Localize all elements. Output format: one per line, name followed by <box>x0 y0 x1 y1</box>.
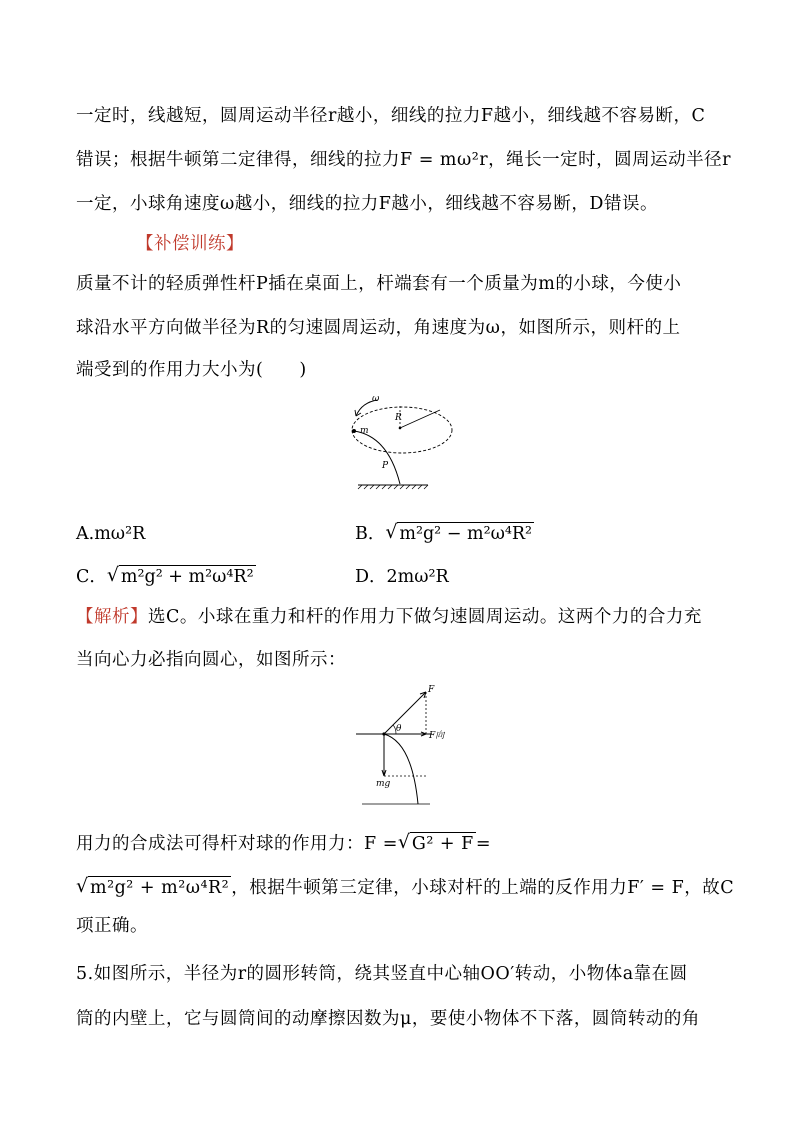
mass-label: m <box>360 426 369 436</box>
option-c <box>76 565 256 589</box>
analysis-line-2: 当向心力必指向圆心，如图所示： <box>76 650 346 670</box>
force-Fn-label: F向 <box>429 731 445 741</box>
radius-label: R <box>395 413 402 423</box>
question-line-2: 球沿水平方向做半径为R的匀速圆周运动，角速度为ω，如图所示，则杆的上 <box>76 318 681 338</box>
q5-line-1: 5.如图所示，半径为r的圆形转筒，绕其竖直中心轴OO′转动，小物体a靠在圆 <box>76 964 688 984</box>
result-expr-2: m²g² + m²ω⁴R² <box>90 878 230 898</box>
omega-label: ω <box>372 394 380 404</box>
q5-line-2: 筒的内壁上，它与圆筒间的动摩擦因数为μ，要使小物体不下落，圆筒转动的角 <box>76 1009 700 1029</box>
result-line-2 <box>76 875 735 900</box>
analysis-line-1 <box>76 605 726 629</box>
result-prefix: 用力的合成法可得杆对球的作用力：F = <box>76 834 398 854</box>
force-F <box>384 692 426 734</box>
rod <box>354 431 400 484</box>
option-b-expr: m²g² − m²ω⁴R² <box>399 524 533 544</box>
option-b-prefix: B． <box>355 524 386 544</box>
option-c-expr: m²g² + m²ω⁴R² <box>120 567 254 587</box>
option-d: D．2mω²R <box>355 567 449 587</box>
result-line-3: 项正确。 <box>76 916 148 936</box>
section-tag: 【补偿训练】 <box>136 234 244 254</box>
figure-rod-ball <box>340 392 470 496</box>
radius-line-2 <box>400 410 440 428</box>
analysis-text-1: 选C。小球在重力和杆的作用力下做匀速圆周运动。这两个力的合力充 <box>148 607 702 627</box>
result-radical-2: √ m²g² + m²ω⁴R² <box>76 875 230 898</box>
question-line-1: 质量不计的轻质弹性杆P插在桌面上，杆端套有一个质量为m的小球，今使小 <box>76 274 682 294</box>
rod-curve <box>384 734 418 804</box>
option-b-radical: √ m²g² − m²ω⁴R² <box>385 521 533 544</box>
rod-label: P <box>382 461 389 471</box>
question-line-3: 端受到的作用力大小为( ) <box>76 360 307 380</box>
option-c-radical: √ m²g² + m²ω⁴R² <box>106 564 254 587</box>
theta-label: θ <box>396 724 402 734</box>
option-c-prefix: C． <box>76 567 107 587</box>
text-line-2: 错误；根据牛顿第二定律得，细线的拉力F = mω²r，绳长一定时，圆周运动半径r <box>76 150 732 170</box>
result-equals: = <box>475 834 491 854</box>
result-expr-1: G² + F <box>411 834 474 854</box>
analysis-tag: 【解析】 <box>76 607 148 627</box>
mg-label: mg <box>376 779 391 789</box>
text-line-1: 一定时，线越短，圆周运动半径r越小，细线的拉力F越小，细线越不容易断，C <box>76 106 706 126</box>
option-b <box>355 522 534 546</box>
force-F-label: F <box>428 685 435 695</box>
option-a: A.mω²R <box>76 524 146 544</box>
result-suffix: ，根据牛顿第三定律，小球对杆的上端的反作用力F′ = F，故C <box>231 878 735 898</box>
result-line-1 <box>76 832 726 856</box>
figure-force-diagram <box>350 682 480 808</box>
text-line-3: 一定，小球角速度ω越小，细线的拉力F越小，细线越不容易断，D错误。 <box>76 194 658 214</box>
result-radical-1: √ G² + F <box>397 831 474 854</box>
